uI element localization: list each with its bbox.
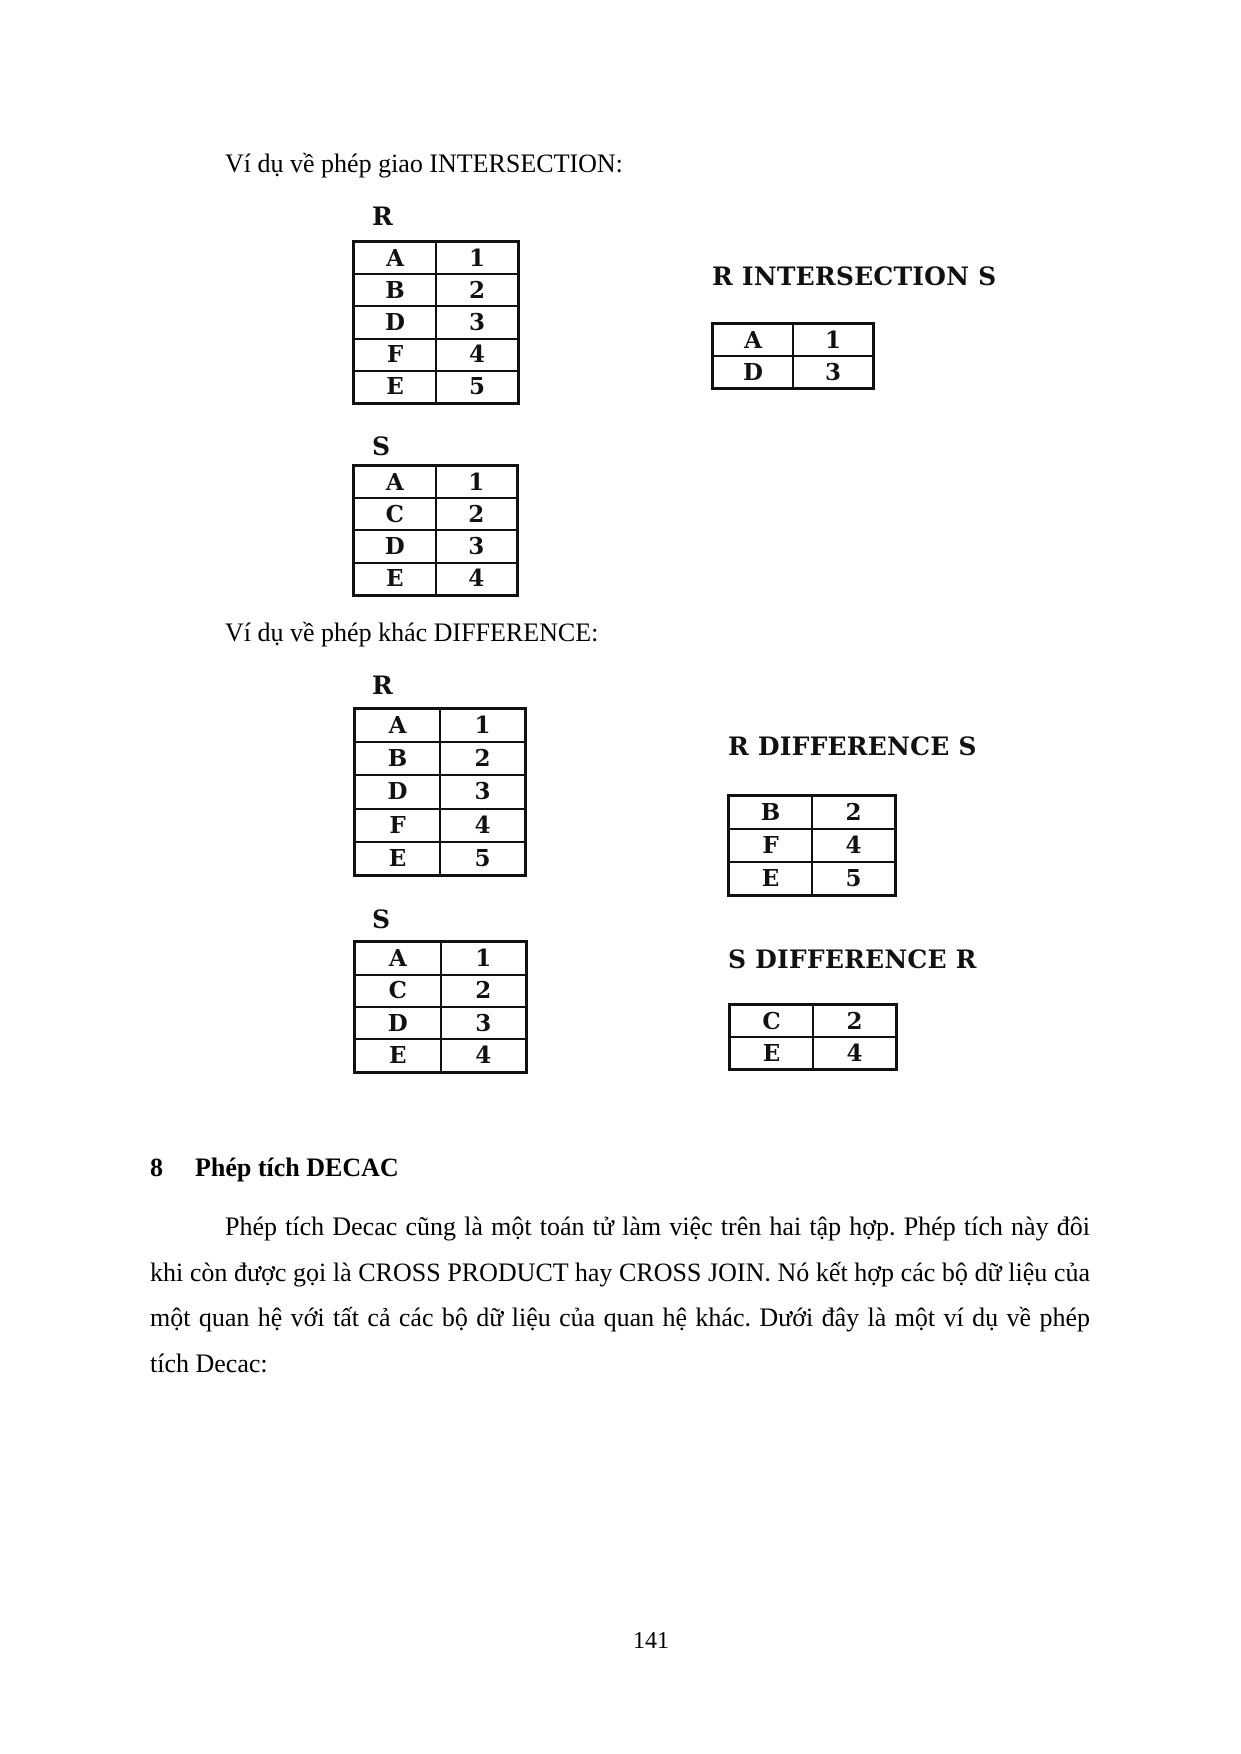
table-row <box>355 709 526 743</box>
table-row <box>713 356 874 389</box>
tuple-value-cell: 4 <box>436 563 518 596</box>
intersection-s-table <box>352 464 519 597</box>
tuple-value-cell: 4 <box>440 809 526 842</box>
intersection-r-table <box>352 240 520 405</box>
difference-sr-table <box>728 1003 898 1071</box>
table-row <box>355 942 527 975</box>
table-row <box>354 306 519 338</box>
table-row <box>354 466 518 499</box>
table-row <box>355 1039 527 1072</box>
tuple-value-cell: 3 <box>436 306 519 338</box>
tuple-key-cell: D <box>355 1007 441 1039</box>
table-row <box>729 862 896 896</box>
tuple-key-cell: B <box>354 274 437 306</box>
intersection-r-label: R <box>372 202 393 231</box>
tuple-key-cell: D <box>354 530 436 562</box>
tuple-value-cell: 1 <box>793 324 874 357</box>
table-row <box>354 498 518 530</box>
tuple-value-cell: 4 <box>441 1039 527 1072</box>
tuple-value-cell: 1 <box>436 242 519 275</box>
tuple-value-cell: 1 <box>441 942 527 975</box>
tuple-value-cell: 2 <box>441 975 527 1007</box>
tuple-key-cell: A <box>355 942 441 975</box>
tuple-key-cell: B <box>729 796 813 830</box>
intersection-s-label: S <box>372 432 391 461</box>
section-paragraph-text: Phép tích Decac cũng là một toán tử làm việc trên hai tập hợp. Phép tích này đôi khi còn được gọi là CROSS PRODUCT hay CROSS JOIN. Nó kết hợp các bộ dữ liệu của một quan hệ với tất cả các bộ dữ liệu của quan hệ khác. Dưới đây là một ví dụ về phép tích Decac: <box>150 1212 1090 1378</box>
difference-r-label: R <box>372 671 393 700</box>
table-row <box>355 1007 527 1039</box>
table-row <box>355 809 526 842</box>
tuple-key-cell: A <box>713 324 794 357</box>
tuple-value-cell: 5 <box>812 862 896 896</box>
tuple-value-cell: 5 <box>440 842 526 876</box>
tuple-key-cell: E <box>355 1039 441 1072</box>
tuple-value-cell: 1 <box>436 466 518 499</box>
section-number: 8 <box>150 1153 163 1182</box>
page-number: 141 <box>633 1628 669 1654</box>
tuple-key-cell: E <box>354 371 437 404</box>
tuple-value-cell: 5 <box>436 371 519 404</box>
tuple-value-cell: 3 <box>441 1007 527 1039</box>
tuple-key-cell: B <box>355 742 441 775</box>
intersection-result-label: R INTERSECTION S <box>712 262 997 291</box>
difference-caption: Ví dụ về phép khác DIFFERENCE: <box>225 618 599 647</box>
table-row <box>730 1005 897 1038</box>
difference-sr-label: S DIFFERENCE R <box>728 945 977 974</box>
tuple-key-cell: C <box>354 498 436 530</box>
tuple-key-cell: A <box>354 242 437 275</box>
difference-s-label: S <box>372 905 391 934</box>
tuple-value-cell: 4 <box>813 1037 897 1070</box>
table-row <box>355 775 526 808</box>
table-row <box>354 371 519 404</box>
tuple-key-cell: F <box>729 829 813 862</box>
difference-rs-table <box>727 794 897 897</box>
section-paragraph <box>150 1204 1090 1386</box>
tuple-key-cell: C <box>355 975 441 1007</box>
tuple-value-cell: 2 <box>813 1005 897 1038</box>
tuple-value-cell: 2 <box>436 498 518 530</box>
tuple-value-cell: 1 <box>440 709 526 743</box>
tuple-value-cell: 3 <box>793 356 874 389</box>
tuple-key-cell: E <box>355 842 441 876</box>
table-row <box>730 1037 897 1070</box>
tuple-key-cell: C <box>730 1005 814 1038</box>
tuple-value-cell: 2 <box>440 742 526 775</box>
difference-s-table <box>353 940 528 1074</box>
tuple-key-cell: D <box>355 775 441 808</box>
difference-rs-label: R DIFFERENCE S <box>728 732 977 761</box>
table-row <box>354 242 519 275</box>
tuple-value-cell: 2 <box>812 796 896 830</box>
table-row <box>729 796 896 830</box>
tuple-value-cell: 4 <box>812 829 896 862</box>
table-row <box>355 975 527 1007</box>
table-row <box>354 563 518 596</box>
intersection-caption: Ví dụ về phép giao INTERSECTION: <box>225 149 623 178</box>
tuple-key-cell: E <box>730 1037 814 1070</box>
table-row <box>355 742 526 775</box>
tuple-key-cell: F <box>355 809 441 842</box>
tuple-value-cell: 3 <box>436 530 518 562</box>
intersection-result-table <box>711 322 875 390</box>
tuple-key-cell: E <box>729 862 813 896</box>
tuple-value-cell: 3 <box>440 775 526 808</box>
tuple-key-cell: A <box>354 466 436 499</box>
tuple-key-cell: F <box>354 339 437 371</box>
table-row <box>729 829 896 862</box>
table-row <box>354 339 519 371</box>
table-row <box>355 842 526 876</box>
table-row <box>354 530 518 562</box>
tuple-value-cell: 4 <box>436 339 519 371</box>
tuple-key-cell: D <box>713 356 794 389</box>
table-row <box>354 274 519 306</box>
table-row <box>713 324 874 357</box>
tuple-key-cell: D <box>354 306 437 338</box>
tuple-value-cell: 2 <box>436 274 519 306</box>
tuple-key-cell: A <box>355 709 441 743</box>
difference-r-table <box>353 707 527 877</box>
section-title: Phép tích DECAC <box>195 1153 399 1182</box>
tuple-key-cell: E <box>354 563 436 596</box>
